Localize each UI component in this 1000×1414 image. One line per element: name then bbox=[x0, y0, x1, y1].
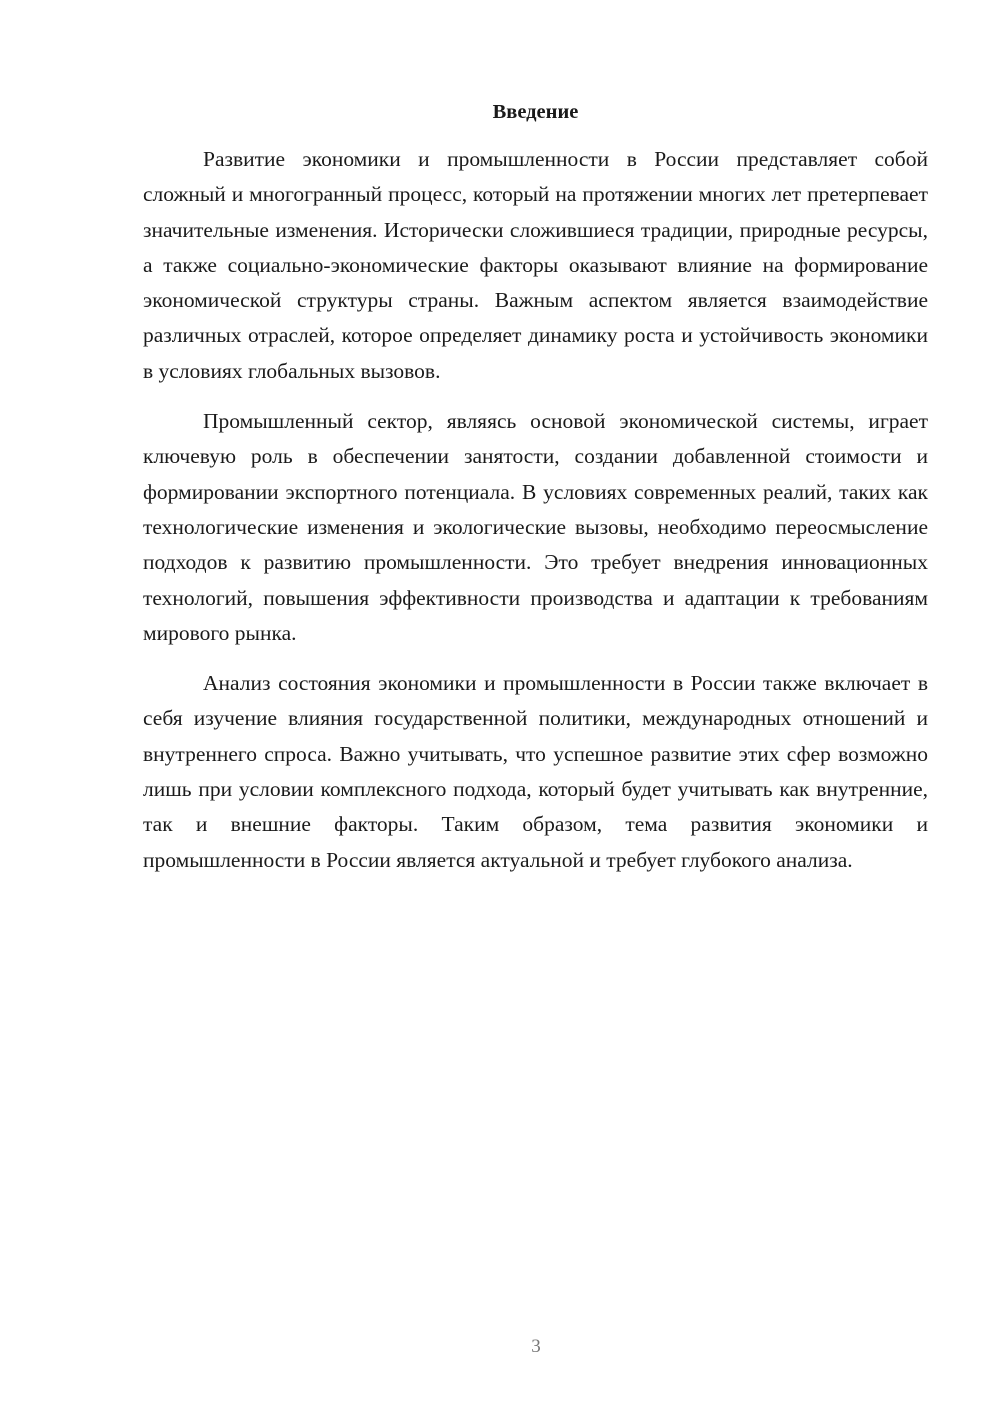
body-text bbox=[143, 142, 928, 893]
section-heading: Введение bbox=[492, 101, 579, 123]
paragraph-3: Анализ состояния экономики и промышленности в России также включает в себя изучение влияния государственной политики, международных отношений и внутреннего спроса. Важно учитывать, что успешное развитие этих сфер возможно лишь при условии комплексного подхода, который будет учитывать как внутренние, так и внешние факторы. Таким образом, тема развития экономики и промышленности в России является актуальной и требует глубокого анализа. bbox=[143, 671, 928, 872]
paragraph-2: Промышленный сектор, являясь основой экономической системы, играет ключевую роль в обеспечении занятости, создании добавленной стоимости и формировании экспортного потенциала. В условиях современных реалий, таких как технологические изменения и экологические вызовы, необходимо переосмысление подходов к развитию промышленности. Это требует внедрения инновационных технологий, повышения эффективности производства и адаптации к требованиям мирового рынка. bbox=[143, 409, 928, 645]
paragraph-1: Развитие экономики и промышленности в России представляет собой сложный и многогранный процесс, который на протяжении многих лет претерпевает значительные изменения. Исторически сложившиеся традиции, природные ресурсы, а также социально-экономические факторы оказывают влияние на формирование экономической структуры страны. Важным аспектом является взаимодействие различных отраслей, которое определяет динамику роста и устойчивость экономики в условиях глобальных вызовов. bbox=[143, 147, 928, 383]
page-number: 3 bbox=[531, 1336, 541, 1357]
